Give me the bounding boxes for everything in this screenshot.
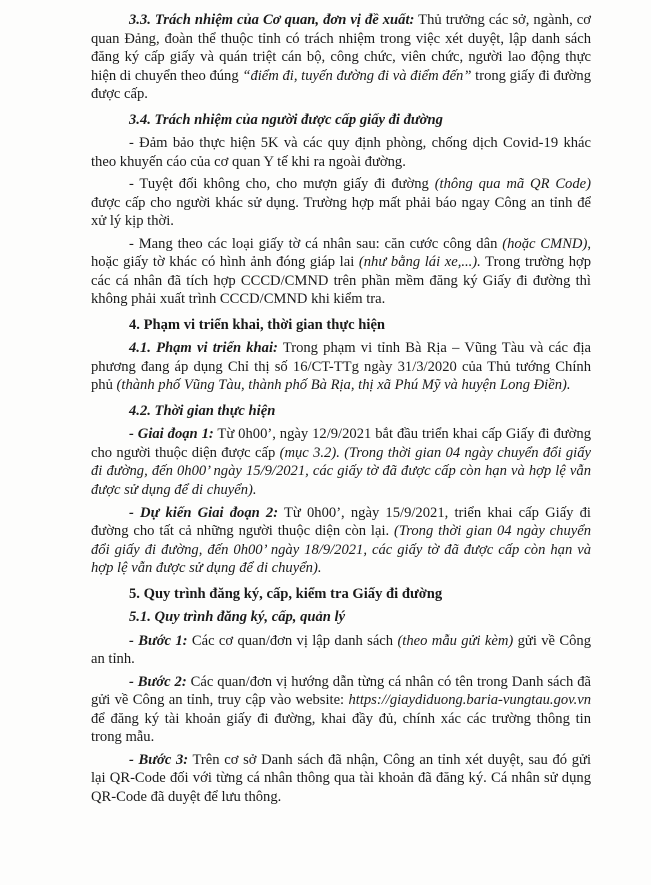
step-1-label: - Bước 1: [129, 632, 188, 649]
paragraph-3-4-1: - Đảm bảo thực hiện 5K và các quy định phòng, chống dịch Covid-19 khác theo khuyến cáo của cơ quan Y tế khi ra ngoài đường. [91, 135, 591, 170]
paragraph-step-3: - Bước 3: Trên cơ sở Danh sách đã nhận, Công an tỉnh xét duyệt, sau đó gửi lại QR-Code đối với từng cá nhân thông qua tài khoản đã đăng ký. Cá nhân sử dụng QR-Code đã duyệt để lưu thông. [91, 751, 591, 805]
paragraph-phase-1: - Giai đoạn 1: Từ 0h00’, ngày 12/9/2021 bắt đầu triển khai cấp Giấy đi đường cho người thuộc diện được cấp (mục 3.2). (Trong thời gian 04 ngày chuyển đổi giấy đi đường, đến 0h00’ ngày 15/9/2021, các giấy tờ đã được cấp còn hạn và hợp lệ vẫn được sử dụng để di chuyển). [91, 426, 591, 498]
step-2-label: - Bước 2: [129, 673, 187, 690]
paragraph-3-4-3: - Mang theo các loại giấy tờ cá nhân sau: căn cước công dân (hoặc CMND), hoặc giấy tờ khác có hình ảnh đóng giáp lai (như bằng lái xe,...). Trong trường hợp các cá nhân đã tích hợp CCCD/CMND trên phần mềm đăng ký Giấy đi đường thì không phải xuất trình CCCD/CMND khi kiểm tra. [91, 235, 592, 308]
heading-4: 4. Phạm vi triển khai, thời gian thực hiện [129, 316, 386, 333]
heading-5-1: 5.1. Quy trình đăng ký, cấp, quản lý [129, 609, 346, 626]
paragraph-step-2: - Bước 2: Các quan/đơn vị hướng dẫn từng cá nhân có tên trong Danh sách đã gửi về Công an tỉnh, truy cập vào website: https://giaydiduong.baria-vungtau.gov.vn để đăng ký tài khoản giấy đi đường, khai đầy đủ, chính xác các trường thông tin trong mẫu. [91, 673, 592, 746]
step-3-label: - Bước 3: [129, 751, 189, 768]
phase-2-label: - Dự kiến Giai đoạn 2: [129, 504, 279, 521]
paragraph-step-1: - Bước 1: Các cơ quan/đơn vị lập danh sách (theo mẫu gửi kèm) gửi về Công an tỉnh. [91, 632, 591, 668]
paragraph-phase-2: - Dự kiến Giai đoạn 2: Từ 0h00’, ngày 15/9/2021, triển khai cấp Giấy đi đường cho tất cả những người thuộc diện còn lại. (Trong thời gian 04 ngày chuyển đổi giấy đi đường, đến 0h00’ ngày 18/9/2021, các giấy tờ đã được cấp còn hạn và hợp lệ vẫn được sử dụng để di chuyển). [91, 504, 591, 577]
heading-5: 5. Quy trình đăng ký, cấp, kiểm tra Giấy đi đường [129, 585, 443, 602]
heading-4-2: 4.2. Thời gian thực hiện [129, 402, 276, 419]
website-url: https://giaydiduong.baria-vungtau.gov.vn [348, 692, 591, 709]
paragraph-3-3: 3.3. Trách nhiệm của Cơ quan, đơn vị đề xuất: Thủ trưởng các sở, ngành, cơ quan Đảng, đoàn thể thuộc tỉnh có trách nhiệm trong việc xét duyệt, lập danh sách đăng ký cấp giấy và quán triệt cán bộ, công chức, viên chức, người lao động thực hiện di chuyển theo đúng “điểm đi, tuyến đường đi và điểm đến” trong giấy đi đường được cấp. [91, 12, 591, 102]
document-body [91, 11, 591, 811]
paragraph-4-1: 4.1. Phạm vi triển khai: Trong phạm vi tỉnh Bà Rịa – Vũng Tàu và các địa phương đang áp dụng Chỉ thị số 16/CT-TTg ngày 31/3/2020 của Thủ tướng Chính phủ (thành phố Vũng Tàu, thành phố Bà Rịa, thị xã Phú Mỹ và huyện Long Điền). [91, 340, 591, 394]
heading-3-4: 3.4. Trách nhiệm của người được cấp giấy đi đường [129, 111, 443, 128]
phase-1-label: - Giai đoạn 1: [129, 426, 214, 443]
heading-3-3: 3.3. Trách nhiệm của Cơ quan, đơn vị đề xuất: [129, 12, 415, 28]
paragraph-3-4-2: - Tuyệt đối không cho, cho mượn giấy đi đường (thông qua mã QR Code) được cấp cho người khác sử dụng. Trường hợp mất phải báo ngay Công an tỉnh để xử lý kịp thời. [91, 176, 591, 230]
heading-4-1: 4.1. Phạm vi triển khai: [129, 340, 278, 357]
